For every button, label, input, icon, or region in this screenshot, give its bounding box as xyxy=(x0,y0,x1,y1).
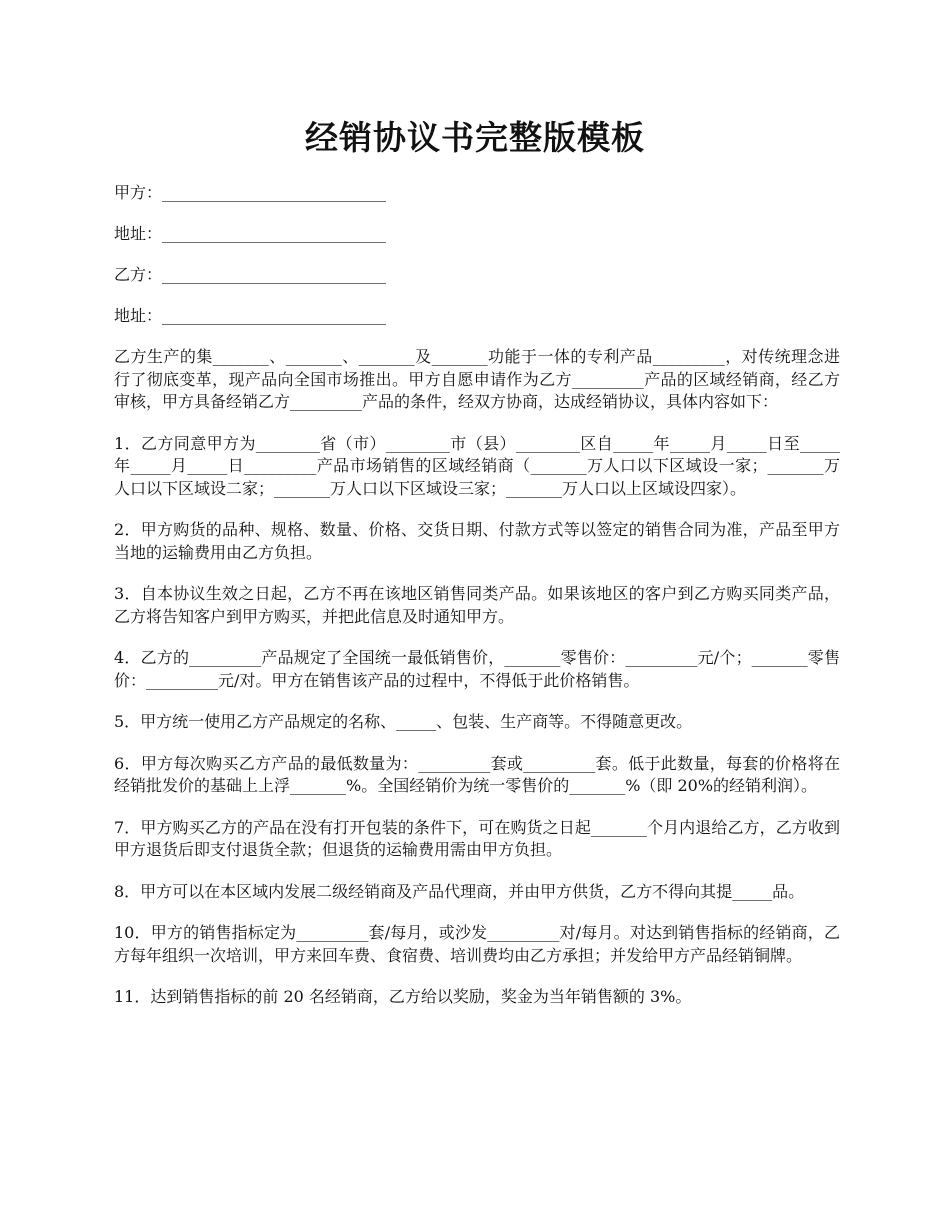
party-a-field: 甲方：____________________________ xyxy=(114,183,387,202)
intro-paragraph: 乙方生产的集_______、_______、_______及_______功能于一体的专利产品_________，对传统理念进行了彻底变革，现产品向全国市场推出。甲方自愿申请作为乙方_________产品的区域经销商，经乙方审核，甲方具备经销乙方_________产品的条件，经双方协商，达成经销协议，具体内容如下： xyxy=(114,347,840,411)
party-a-address-field: 地址：____________________________ xyxy=(114,224,387,243)
clause-11: 11．达到销售指标的前 20 名经销商，乙方给以奖励，奖金为当年销售额的 3%。 xyxy=(114,987,692,1006)
clause-1: 1．乙方同意甲方为________省（市）________市（县）________区自_____年_____月_____日至_____年_____月_____日_________产品市场销售的区域经销商（_______万人口以下区域设一家；_______万人口以下区域设二家；_______万人口以下区域设三家；_______万人口以上区域设四家）。 xyxy=(114,433,840,498)
clause-8: 8．甲方可以在本区域内发展二级经销商及产品代理商，并由甲方供货，乙方不得向其提_____品。 xyxy=(114,881,805,901)
clause-3: 3．自本协议生效之日起，乙方不再在该地区销售同类产品。如果该地区的客户到乙方购买同类产品，乙方将告知客户到甲方购买，并把此信息及时通知甲方。 xyxy=(114,584,840,626)
document-title: 经销协议书完整版模板 xyxy=(305,118,645,157)
document-body xyxy=(114,182,840,1028)
clause-2: 2．甲方购货的品种、规格、数量、价格、交货日期、付款方式等以签定的销售合同为准，产品至甲方当地的运输费用由乙方负担。 xyxy=(114,520,840,562)
clause-6: 6．甲方每次购买乙方产品的最低数量为：_________套或_________套。低于此数量，每套的价格将在经销批发价的基础上上浮_______%。全国经销价为统一零售价的_______%（即 20%的经销利润）。 xyxy=(114,753,840,795)
clause-4: 4．乙方的_________产品规定了全国统一最低销售价，_______零售价：_________元/个；_______零售价：_________元/对。甲方在销售该产品的过程中，不得低于此价格销售。 xyxy=(114,648,840,690)
clause-5: 5．甲方统一使用乙方产品规定的名称、_____、包装、生产商等。不得随意更改。 xyxy=(114,712,693,731)
clause-7: 7．甲方购买乙方的产品在没有打开包装的条件下，可在购货之日起_______个月内退给乙方，乙方收到甲方退货后即支付退货全款；但退货的运输费用需由甲方负担。 xyxy=(114,817,840,859)
clause-10: 10．甲方的销售指标定为_________套/每月，或沙发_________对/每月。对达到销售指标的经销商，乙方每年组织一次培训，甲方来回车费、食宿费、培训费均由乙方承担；并发给甲方产品经销铜牌。 xyxy=(114,923,840,965)
party-b-field: 乙方：____________________________ xyxy=(114,265,387,284)
party-b-address-field: 地址：____________________________ xyxy=(114,306,387,325)
